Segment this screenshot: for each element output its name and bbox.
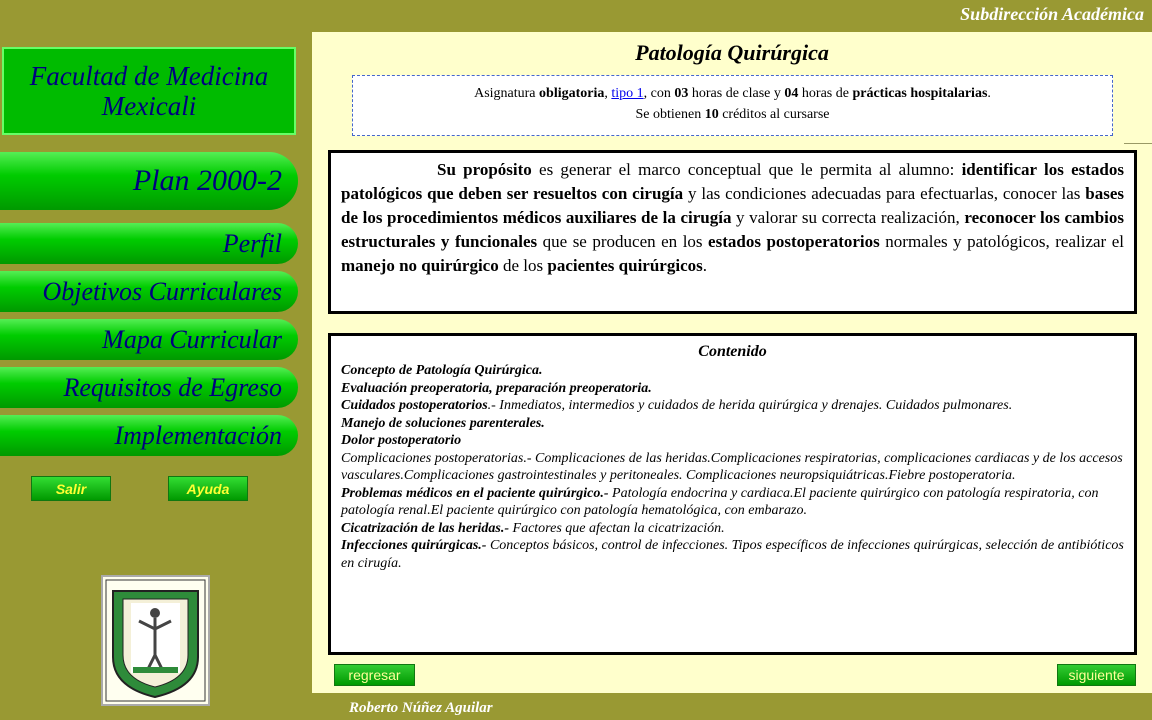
nav-mapa-button[interactable] xyxy=(0,319,298,360)
tipo-link[interactable]: tipo 1 xyxy=(611,86,644,101)
ayuda-button[interactable] xyxy=(168,476,248,501)
nav-implementacion-label: Implementación xyxy=(114,420,282,450)
nav-objetivos-button[interactable] xyxy=(0,271,298,312)
contenido-item: Problemas médicos en el paciente quirúrgico.- Patología endocrina y cardiaca.El paciente quirúrgico con patología respiratoria, con patología renal.El paciente quirúrgico con patología hematológica, con embarazo. xyxy=(341,485,1099,518)
divider xyxy=(1124,143,1152,144)
contenido-item: Evaluación preoperatoria, preparación preoperatoria. xyxy=(341,380,652,396)
contenido-item: Dolor postoperatorio xyxy=(341,433,462,448)
nav-plan-label: Plan 2000-2 xyxy=(132,164,282,197)
contenido-item: Cicatrización de las heridas.- Factores que afectan la cicatrización. xyxy=(341,520,725,536)
course-info-box xyxy=(352,75,1113,136)
contenido-item: Infecciones quirúrgicas.- Conceptos básicos, control de infecciones. Tipos específicos de infecciones quirúrgicas, selección de antibióticos en cirugía. xyxy=(341,538,1124,571)
contenido-item: Cuidados postoperatorios.- Inmediatos, intermedios y cuidados de herida quirúrgica y drenajes. Cuidados pulmonares. xyxy=(341,398,1013,413)
contenido-item: Concepto de Patología Quirúrgica. xyxy=(341,363,543,378)
top-bar xyxy=(312,0,1152,32)
course-title: Patología Quirúrgica xyxy=(635,40,829,65)
course-info-line: Asignatura obligatoria, tipo 1, con 03 horas de clase y 04 horas de prácticas hospitalarias. xyxy=(474,86,991,101)
nav-objetivos-label: Objetivos Curriculares xyxy=(42,276,282,306)
nav-requisitos-button[interactable] xyxy=(0,367,298,408)
emblem-icon xyxy=(103,577,208,704)
faculty-title: Facultad de Medicina Mexicali xyxy=(29,61,269,121)
contenido-item: Complicaciones postoperatorias.- Complicaciones de las heridas.Complicaciones respiratorias, complicaciones cardiacas y de los accesos vasculares.Complicaciones gastrointestinales y peritoneales. Complicaciones neuropsiquiátricas.Fiebre postoperatoria. xyxy=(341,450,1123,483)
ayuda-label: Ayuda xyxy=(186,480,230,497)
credits-line: Se obtienen 10 créditos al cursarse xyxy=(635,107,830,122)
contenido-title: Contenido xyxy=(698,343,767,360)
purpose-text: Su propósito es generar el marco conceptual que le permita al alumno: identificar los estados patológicos que deben ser resueltos con cirugía y las condiciones adecuadas para efectuarlas, conocer las bases de los procedimientos médicos auxiliares de la cirugía y valorar su correcta realización, reconocer los cambios estructurales y funcionales que se producen en los estados postoperatorios normales y patológicos, realizar el manejo no quirúrgico de los pacientes quirúrgicos. xyxy=(341,160,1125,275)
nav-implementacion-button[interactable] xyxy=(0,415,298,456)
university-emblem xyxy=(101,575,210,706)
salir-label: Salir xyxy=(55,480,87,497)
siguiente-button[interactable]: siguiente xyxy=(1057,664,1136,686)
salir-button[interactable] xyxy=(31,476,111,501)
contenido-item: Manejo de soluciones parenterales. xyxy=(341,415,545,431)
nav-requisitos-label: Requisitos de Egreso xyxy=(63,372,282,402)
contenido-box xyxy=(328,333,1137,655)
purpose-box xyxy=(328,150,1137,314)
nav-perfil-button[interactable] xyxy=(0,223,298,264)
regresar-button[interactable]: regresar xyxy=(334,664,415,686)
subdireccion-label: Subdirección Académica xyxy=(960,4,1144,24)
faculty-title-box xyxy=(2,47,296,135)
nav-plan-button[interactable] xyxy=(0,152,298,210)
author-label: Roberto Núñez Aguilar xyxy=(349,700,493,716)
nav-perfil-label: Perfil xyxy=(222,228,282,258)
nav-mapa-label: Mapa Curricular xyxy=(102,324,282,354)
